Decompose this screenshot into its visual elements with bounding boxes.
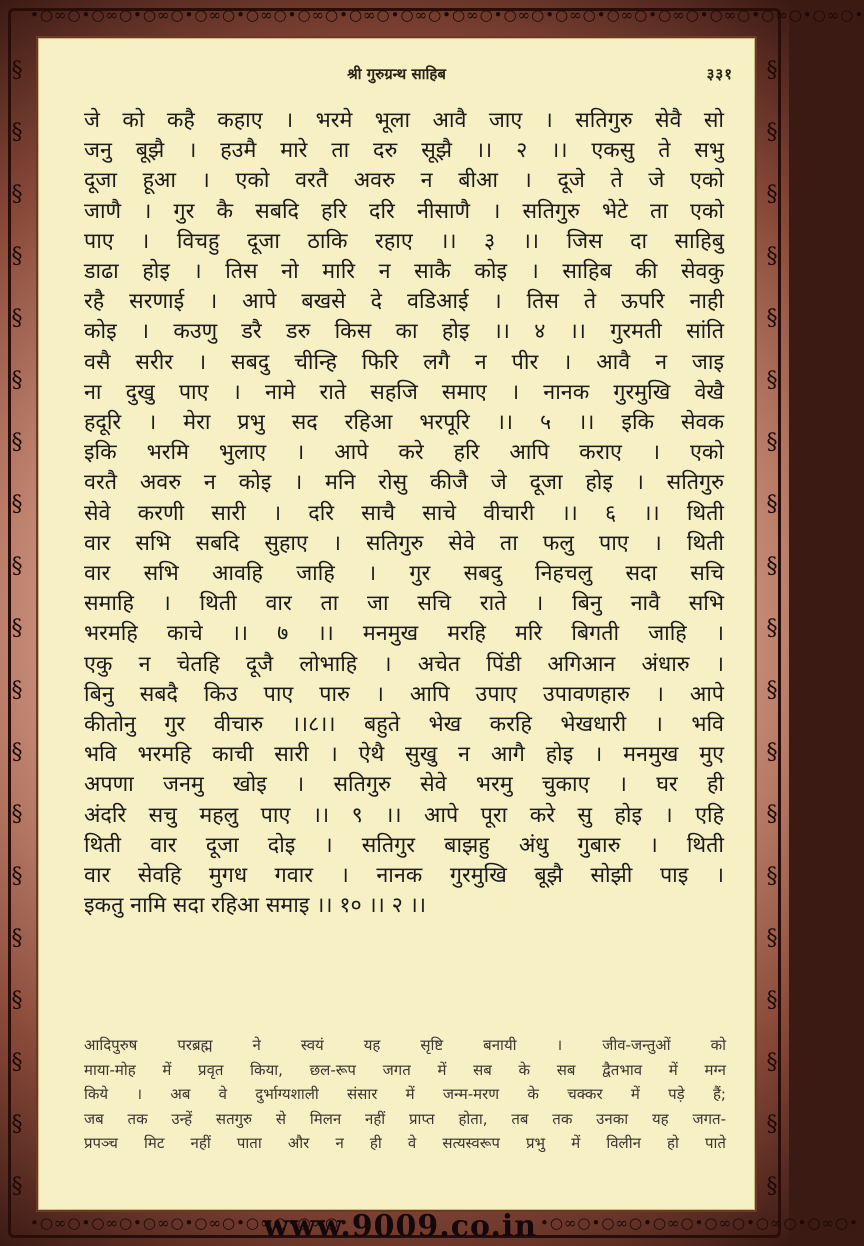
verse-line: इकतु नामि सदा रहिआ समाइ ।। १० ।। २ ।।: [84, 893, 426, 919]
scripture-page: [36, 36, 757, 1212]
verse-line: वरतै अवरु न कोइ । मनि रोसु कीजै जे दूजा होइ । सतिगुरु: [84, 470, 724, 496]
top-ornament-border: •○∞○•○∞○•○∞○•○∞○•○∞○•○∞○•○∞○•○∞○•○∞○•○∞○•○∞○•○∞○•○∞○•○∞○•○∞○•○∞○•: [30, 6, 864, 24]
verse-text: [84, 106, 724, 921]
commentary-text: [84, 1033, 726, 1156]
verse-line: वार सभि सबदि सुहाए । सतिगुरु सेवे ता फलु पाए । थिती: [84, 530, 725, 556]
verse-line: वार सभि आवहि जाहि । गुर सबदु निहचलु सदा सचि: [84, 561, 724, 587]
verse-line: इकि भरमि भुलाए । आपे करे हरि आपि कराए । एको: [84, 440, 724, 466]
bottom-left-ornament: •○∞○•○∞○•○∞○•○∞○•○∞○•○∞○•: [30, 1214, 349, 1232]
page-title: श्री गुरुग्रन्थ साहिब: [347, 65, 446, 83]
verse-line: जे को कहै कहाए । भरमे भूला आवै जाए । सतिगुरु सेवै सो: [84, 108, 724, 133]
commentary-line: माया-मोह में प्रवृत किया, छल-रूप जगत में सब के सब द्वैतभाव में मग्न: [84, 1060, 726, 1079]
verse-line: पाए । विचहु दूजा ठाकि रहाए ।। ३ ।। जिस दा साहिबु: [84, 228, 724, 254]
verse-line: जाणै । गुर कै सबदि हरि दरि नीसाणै । सतिगुरु भेटे ता एको: [84, 198, 724, 224]
verse-line: अपणा जनमु खोइ । सतिगुरु सेवे भरमु चुकाए । घर ही: [84, 772, 724, 798]
page-header: [38, 64, 755, 88]
website-url: www.9009.co.in: [262, 1209, 538, 1244]
commentary-line: किये । अब वे दुर्भाग्यशाली संसार में जन्म-मरण के चक्कर में पड़े हैं;: [84, 1085, 726, 1103]
verse-line: भरमहि काचे ।। ७ ।। मनमुख मरहि मरि बिगती जाहि ।: [84, 621, 724, 647]
verse-line: जनु बूझै । हउमै मारे ता दरु सूझै ।। २ ।। एकसु ते सभु: [84, 138, 724, 164]
commentary-line: आदिपुरुष परब्रह्म ने स्वयं यह सृष्टि बनायी । जीव-जन्तुओं को: [84, 1036, 726, 1054]
page-number: ३३१: [706, 65, 733, 83]
verse-line: थिती वार दूजा दोइ । सतिगुर बाझहु अंधु गुबारु । थिती: [84, 832, 724, 858]
verse-line: रहै सरणाई । आपे बखसे दे वडिआई । तिस ते ऊपरि नाही: [84, 289, 724, 315]
verse-line: हदूरि । मेरा प्रभु सद रहिआ भरपूरि ।। ५ ।। इकि सेवक: [84, 410, 724, 436]
bottom-right-ornament: •○∞○•○∞○•○∞○•○∞○•○∞○•○∞○•: [540, 1214, 859, 1232]
verse-line: एकु न चेतहि दूजै लोभाहि । अचेत पिंडी अगिआन अंधारु ।: [84, 651, 724, 677]
verse-line: समाहि । थिती वार ता जा सचि राते । बिनु नावै सभि: [84, 591, 724, 617]
verse-line: वसै सरीर । सबदु चीन्हि फिरि लगै न पीर । आवै न जाइ: [84, 349, 724, 375]
verse-line: अंदरि सचु महलु पाए ।। ९ ।। आपे पूरा करे सु होइ । एहि: [84, 802, 724, 828]
right-ornament-border: § § § § § § § § § § § § § § § § § § §: [766, 58, 778, 1199]
verse-line: कोइ । कउणु डरै डरु किस का होइ ।। ४ ।। गुरमती सांति: [84, 319, 724, 345]
verse-line: भवि भरमहि काची सारी । ऐथै सुखु न आगै होइ । मनमुख मुए: [84, 742, 724, 768]
verse-line: डाढा होइ । तिस नो मारि न साकै कोइ । साहिब की सेवकु: [84, 259, 724, 285]
verse-line: सेवे करणी सारी । दरि साचै साचे वीचारी ।। ६ ।। थिती: [84, 500, 724, 526]
verse-line: वार सेवहि मुगध गवार । नानक गुरमुखि बूझै सोझी पाइ ।: [84, 863, 724, 889]
verse-line: दूजा हूआ । एको वरतै अवरु न बीआ । दूजे ते जे एको: [84, 168, 724, 194]
commentary-line: प्रपञ्च मिट नहीं पाता और न ही वे सत्यस्वरूप प्रभु में विलीन हो पाते: [84, 1134, 726, 1152]
left-ornament-border: § § § § § § § § § § § § § § § § § § §: [11, 58, 23, 1199]
verse-line: ना दुखु पाए । नामे राते सहजि समाए । नानक गुरमुखि वेखै: [84, 379, 724, 405]
verse-line: बिनु सबदै किउ पाए पारु । आपि उपाए उपावणहारु । आपे: [84, 681, 724, 707]
verse-line: कीतोनु गुर वीचारु ।।८।। बहुते भेख करहि भेखधारी । भवि: [84, 712, 724, 738]
commentary-line: जब तक उन्हें सतगुरु से मिलन नहीं प्राप्त होता, तब तक उनका यह जगत-: [84, 1109, 726, 1128]
